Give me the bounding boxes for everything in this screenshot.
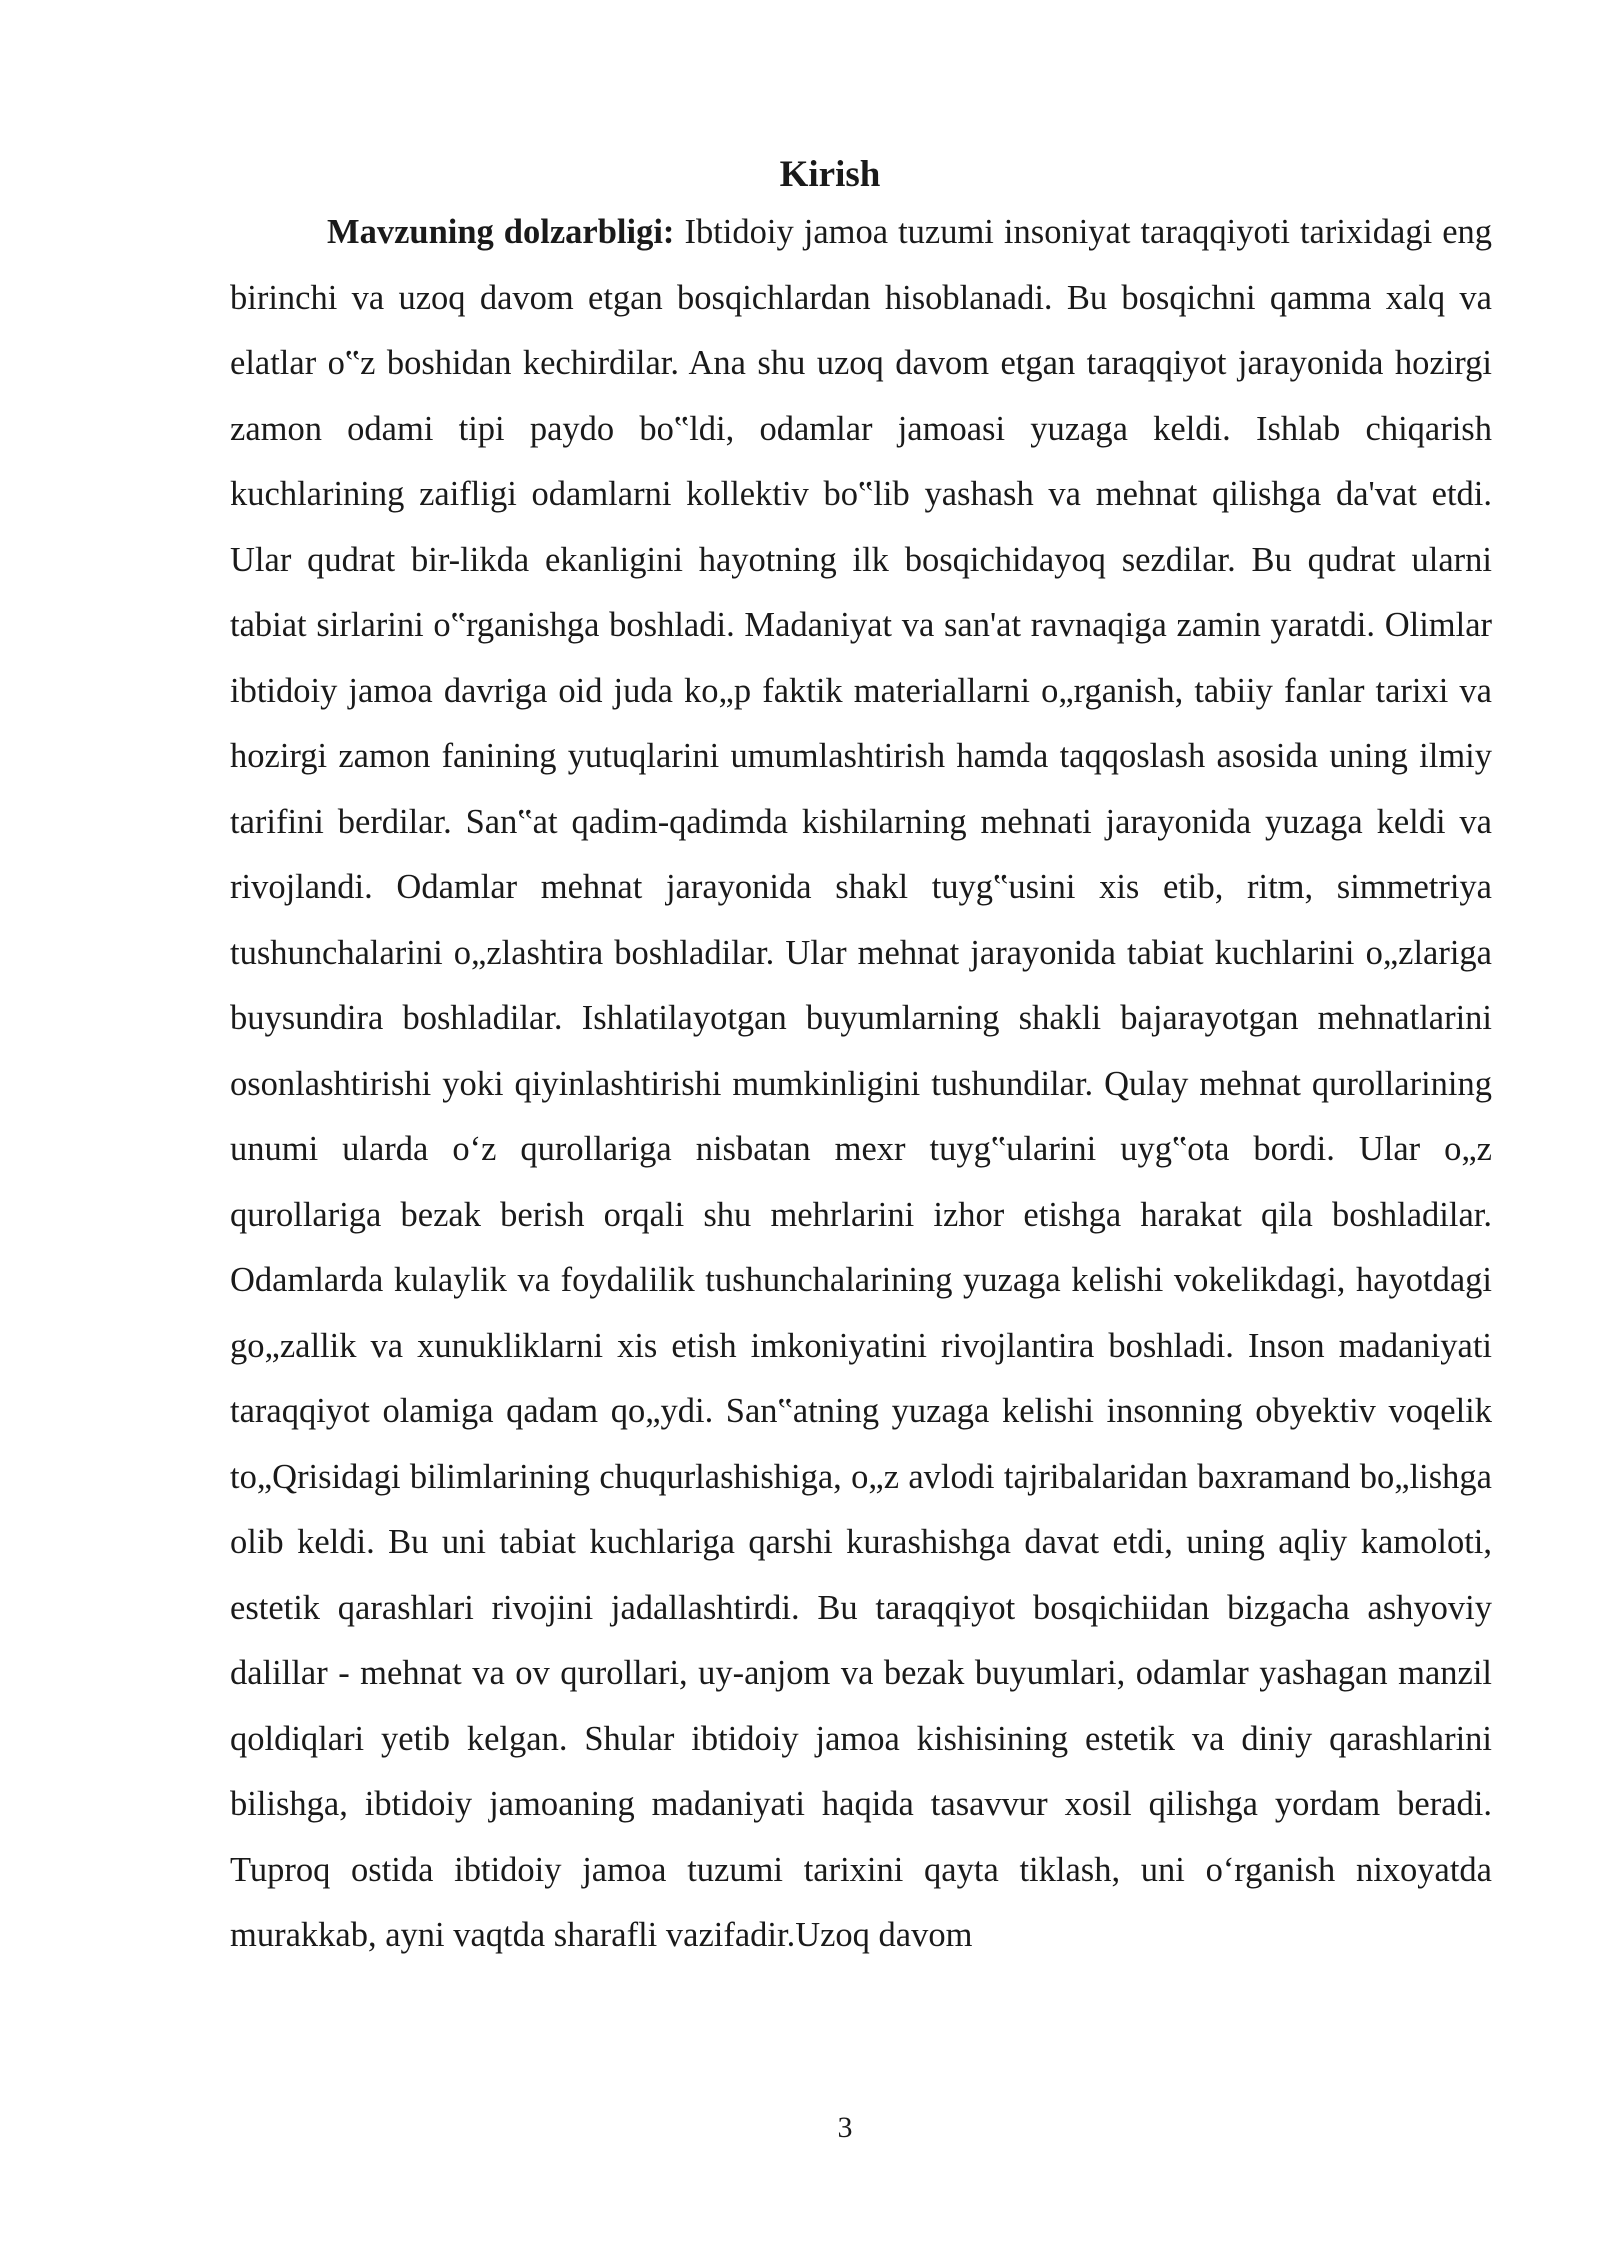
lead-label: Mavzuning dolzarbligi:: [327, 213, 675, 251]
page-number: 3: [837, 2111, 853, 2144]
page-title: Kirish: [779, 154, 881, 195]
paragraph-text: Ibtidoiy jamoa tuzumi insoniyat taraqqiyoti tarixidagi eng birinchi va uzoq davom etgan bosqichlardan hisoblanadi. Bu bosqichni qamma xalq va elatlar o‟z boshidan kechirdilar. Ana shu uzoq davom etgan taraqqiyot jarayonida hozirgi zamon odami tipi paydo bo‟ldi, odamlar jamoasi yuzaga keldi. Ishlab chiqarish kuchlarining zaifligi odamlarni kollektiv bo‟lib yashash va mehnat qilishga da'vat etdi. Ular qudrat bir-likda ekanligini hayotning ilk bosqichidayoq sezdilar. Bu qudrat ularni tabiat sirlarini o‟rganishga boshladi. Madaniyat va san'at ravnaqiga zamin yaratdi. Olimlar ibtidoiy jamoa davriga oid juda ko„p faktik materiallarni o„rganish, tabiiy fanlar tarixi va hozirgi zamon fanining yutuqlarini umumlashtirish hamda taqqoslash asosida uning ilmiy tarifini berdilar. San‟at qadim-qadimda kishilarning mehnati jarayonida yuzaga keldi va rivojlandi. Odamlar mehnat jarayonida shakl tuyg‟usini xis etib, ritm, simmetriya tushunchalarini o„zlashtira boshladilar. Ular mehnat jarayonida tabiat kuchlarini o„zlariga buysundira boshladilar. Ishlatilayotgan buyumlarning shakli bajarayotgan mehnatlarini osonlashtirishi yoki qiyinlashtirishi mumkinligini tushundilar. Qulay mehnat qurollarining unumi ularda o‘z qurollariga nisbatan mexr tuyg‟ularini uyg‟ota bordi. Ular o„z qurollariga bezak berish orqali shu mehrlarini izhor etishga harakat qila boshladilar. Odamlarda kulaylik va foydalilik tushunchalarining yuzaga kelishi vokelikdagi, hayotdagi go„zallik va xunukliklarni xis etish imkoniyatini rivojlantira boshladi. Inson madaniyati taraqqiyot olamiga qadam qo„ydi. San‟atning yuzaga kelishi insonning obyektiv voqelik to„Qrisidagi bilimlarining chuqurlashishiga, o„z avlodi tajribalaridan baxramand bo„lishga olib keldi. Bu uni tabiat kuchlariga qarshi kurashishga davat etdi, uning aqliy kamoloti, estetik qarashlari rivojini jadallashtirdi. Bu taraqqiyot bosqichiidan bizgacha ashyoviy dalillar - mehnat va ov qurollari, uy-anjom va bezak buyumlari, odamlar yashagan manzil qoldiqlari yetib kelgan. Shular ibtidoiy jamoa kishisining estetik va diniy qarashlarini bilishga, ibtidoiy jamoaning madaniyati haqida tasavvur xosil qilishga yordam beradi. Tuproq ostida ibtidoiy jamoa tuzumi tarixini qayta tiklash, uni o‘rganish nixoyatda murakkab, ayni vaqtda sharafli vazifadir.Uzoq davom: [230, 213, 1493, 1954]
body-paragraph: [230, 200, 1492, 1969]
